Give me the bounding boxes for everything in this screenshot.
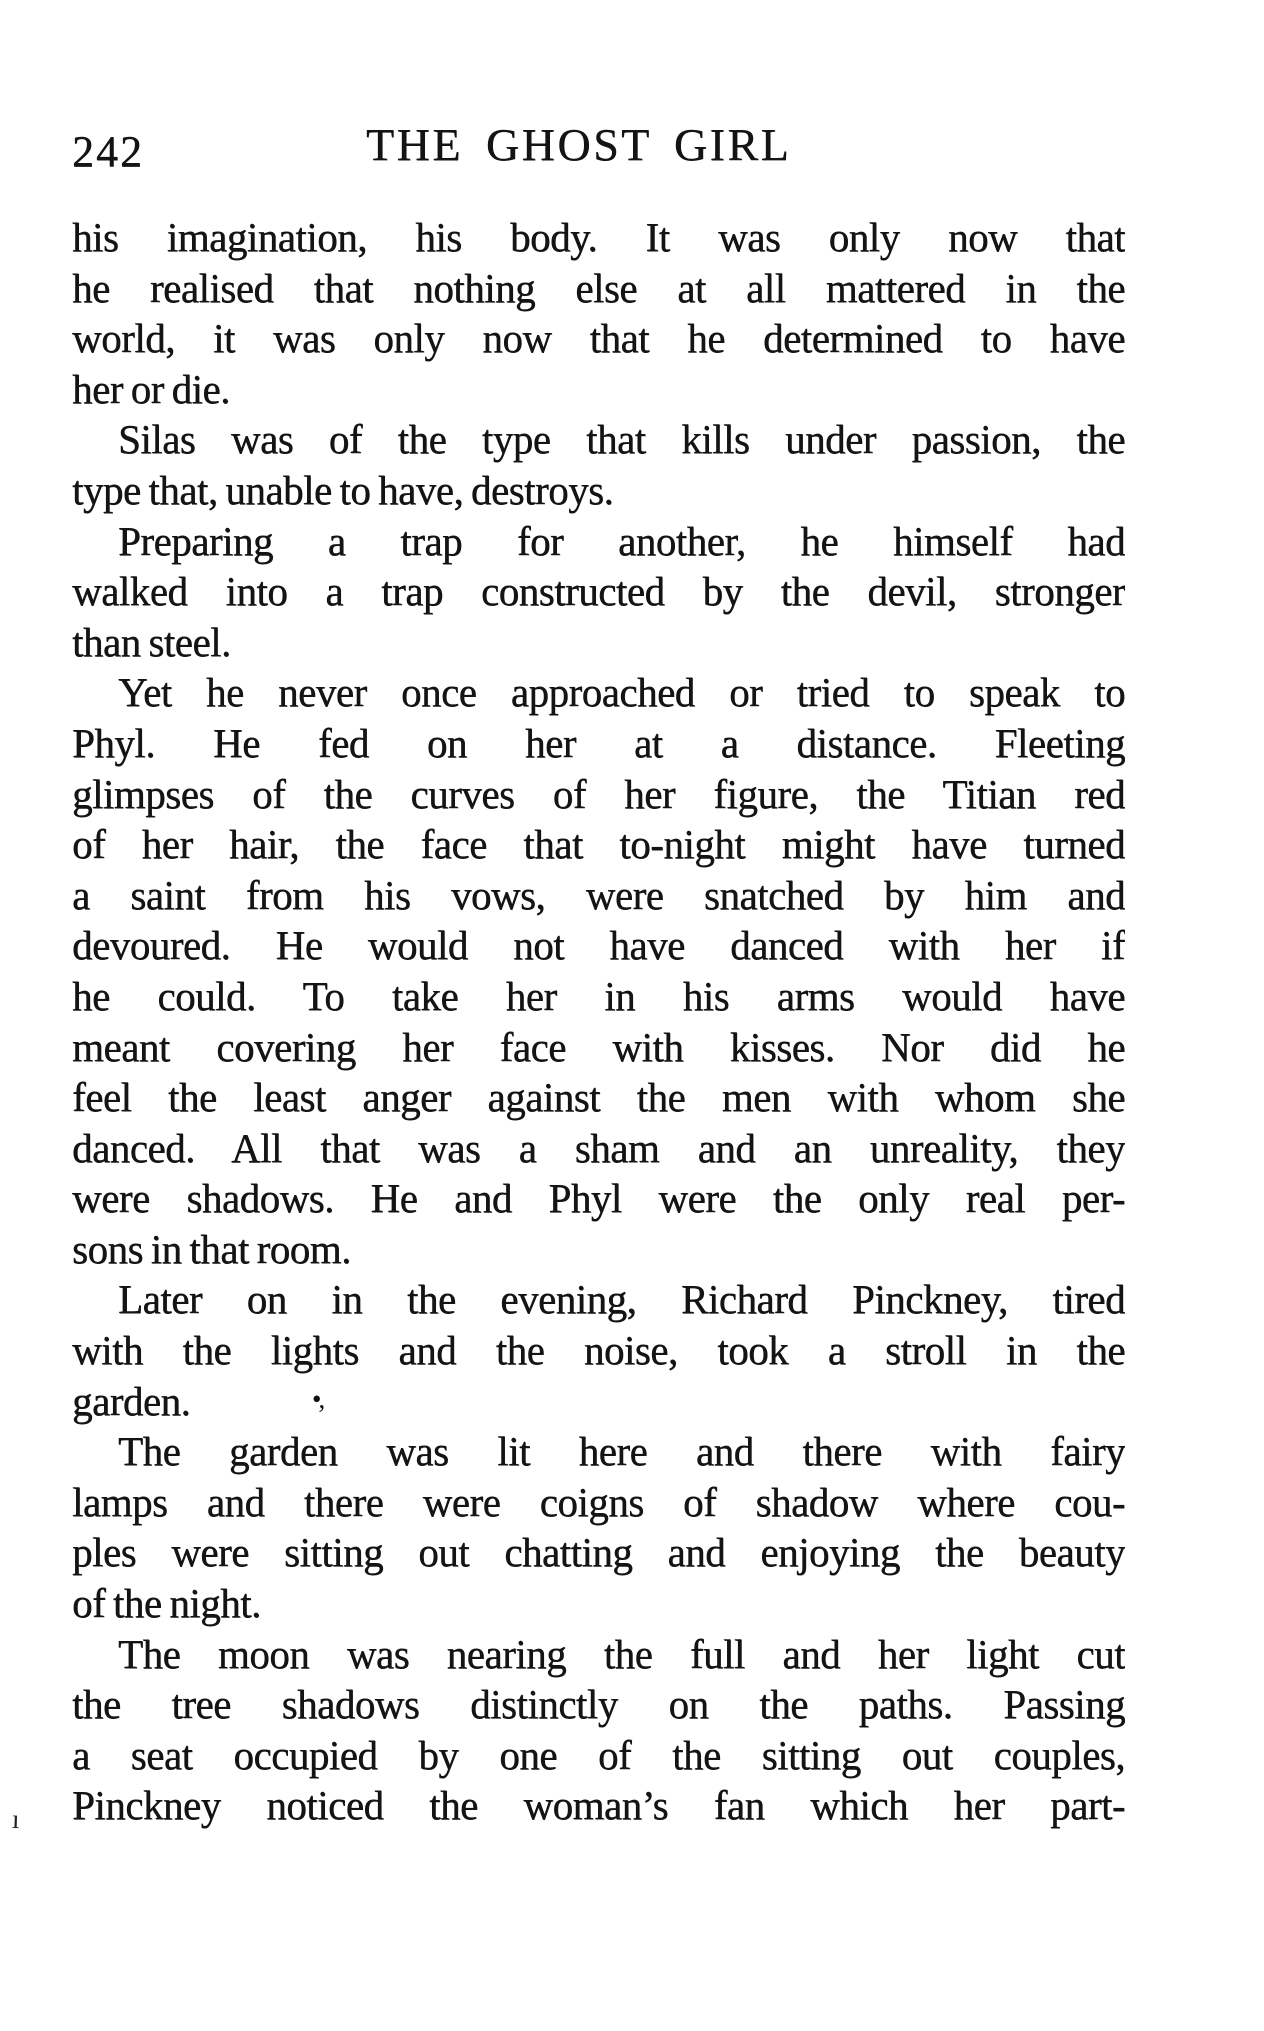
text-line: devoured. He would not have danced with her if — [72, 922, 1125, 969]
page-body — [72, 212, 1125, 1831]
text-line: feel the least anger against the men with whom she — [72, 1074, 1125, 1121]
text-line: glimpses of the curves of her figure, the Titian red — [72, 770, 1125, 817]
margin-ink-tick-artifact: ı — [11, 1803, 21, 1835]
text-line: of the night. — [72, 1580, 261, 1627]
text-line: garden. — [72, 1377, 191, 1424]
text-line: walked into a trap constructed by the devil, stronger — [72, 568, 1125, 615]
text-line: were shadows. He and Phyl were the only real per- — [72, 1175, 1125, 1222]
text-line: he could. To take her in his arms would have — [72, 972, 1125, 1019]
text-line: Later on in the evening, Richard Pinckney, tired — [118, 1276, 1125, 1323]
text-line: world, it was only now that he determined to have — [72, 315, 1125, 362]
text-line: the tree shadows distinctly on the paths. Passing — [72, 1681, 1125, 1728]
text-line: type that, unable to have, destroys. — [72, 466, 614, 513]
text-line: danced. All that was a sham and an unreality, they — [72, 1124, 1125, 1171]
text-line: her or die. — [72, 365, 230, 412]
page-number: 242 — [72, 127, 144, 176]
text-line: with the lights and the noise, took a stroll in the — [72, 1327, 1125, 1374]
text-line: lamps and there were coigns of shadow where cou- — [72, 1478, 1125, 1525]
ink-blot-artifact: •, — [312, 1384, 323, 1414]
text-line: Pinckney noticed the woman’s fan which her part- — [72, 1782, 1125, 1829]
text-line: he realised that nothing else at all mattered in the — [72, 264, 1125, 311]
text-line: The moon was nearing the full and her light cut — [118, 1630, 1125, 1677]
text-line: meant covering her face with kisses. Nor did he — [72, 1023, 1125, 1070]
text-line: a seat occupied by one of the sitting out couples, — [72, 1731, 1125, 1778]
text-line: The garden was lit here and there with fairy — [118, 1428, 1125, 1475]
text-line: Phyl. He fed on her at a distance. Fleeting — [72, 719, 1125, 766]
text-line: Preparing a trap for another, he himself had — [118, 517, 1125, 564]
text-line: Silas was of the type that kills under passion, the — [118, 416, 1125, 463]
text-line: of her hair, the face that to-night might have turned — [72, 821, 1125, 868]
running-title: THE GHOST GIRL — [366, 119, 792, 170]
text-line: sons in that room. — [72, 1225, 351, 1272]
text-line: ples were sitting out chatting and enjoying the beauty — [72, 1529, 1125, 1576]
text-line: than steel. — [72, 618, 231, 665]
text-line: his imagination, his body. It was only now that — [72, 214, 1125, 260]
text-line: a saint from his vows, were snatched by him and — [72, 871, 1125, 918]
text-line: Yet he never once approached or tried to speak to — [118, 669, 1125, 716]
